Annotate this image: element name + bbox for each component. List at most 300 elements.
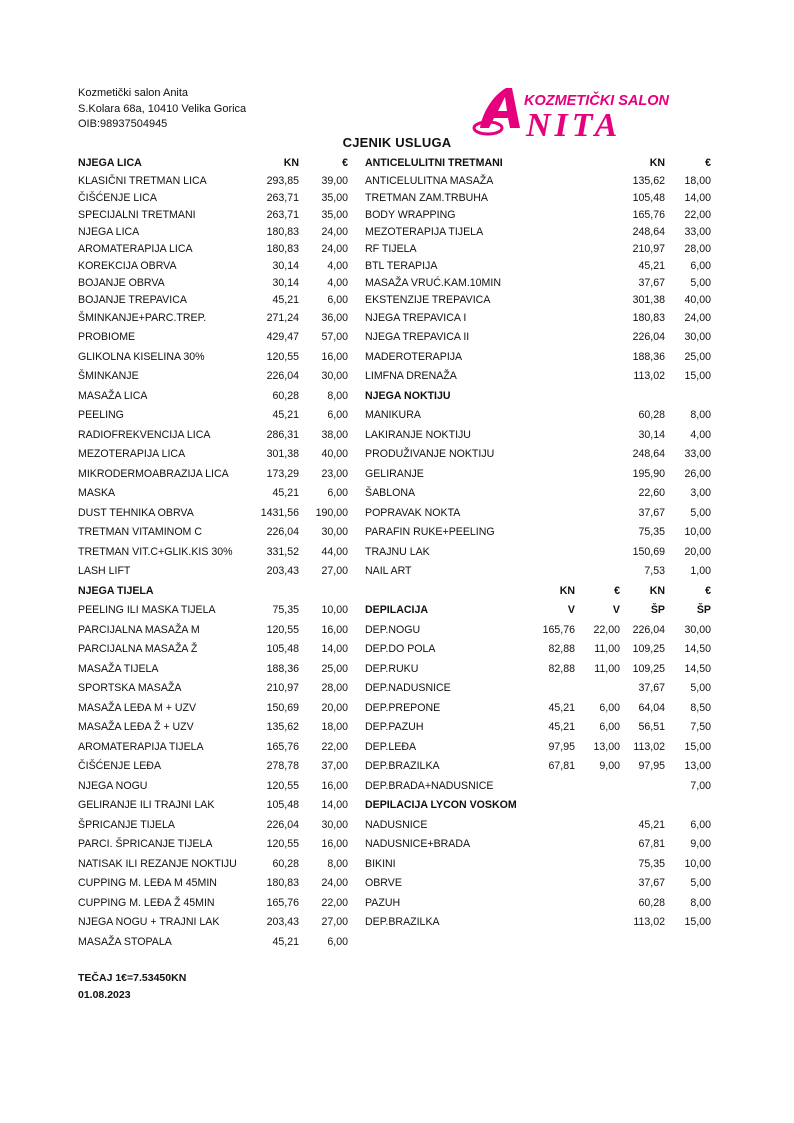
price-row: [365, 292, 711, 309]
price-row: [78, 739, 348, 756]
price-eur: 8,50: [690, 702, 711, 714]
price-row: [78, 258, 348, 275]
price-row: [78, 524, 348, 541]
price-eur-v: 13,00: [593, 741, 620, 753]
service-name: DEP.BRADA+NADUSNICE: [365, 780, 494, 792]
price-kn: 75,35: [638, 526, 665, 538]
service-name: PRODUŽIVANJE NOKTIJU: [365, 448, 495, 460]
salon-oib: OIB:98937504945: [78, 118, 168, 130]
price-kn: 37,67: [638, 507, 665, 519]
price-row: [78, 427, 348, 444]
price-kn: 226,04: [632, 624, 665, 636]
section-header: [365, 388, 711, 405]
logo-top-text: KOZMETIČKI SALON: [524, 93, 669, 109]
price-eur: €: [342, 157, 348, 169]
price-kn-v: 82,88: [548, 643, 575, 655]
price-eur: 35,00: [321, 209, 348, 221]
price-eur-v: 6,00: [599, 721, 620, 733]
service-name: NJEGA LICA: [78, 226, 140, 238]
service-name: ČIŠĆENJE LEĐA: [78, 760, 162, 772]
price-eur-v: V: [612, 604, 620, 616]
price-eur: 190,00: [315, 507, 348, 519]
price-kn-v: 97,95: [548, 741, 575, 753]
price-eur: 38,00: [321, 429, 348, 441]
price-kn: 120,55: [266, 838, 299, 850]
price-row: [365, 427, 711, 444]
service-name: PEELING: [78, 409, 124, 421]
price-eur: 36,00: [321, 312, 348, 324]
service-name: BIKINI: [365, 858, 396, 870]
price-eur: 9,00: [690, 838, 711, 850]
price-row: [365, 190, 711, 207]
price-kn: 113,02: [633, 370, 665, 382]
price-kn: 37,67: [638, 682, 665, 694]
service-name: NJEGA NOGU: [78, 780, 148, 792]
price-kn: 75,35: [272, 604, 299, 616]
price-kn-v: KN: [559, 585, 575, 597]
price-eur: 10,00: [684, 526, 711, 538]
price-row: [78, 275, 348, 292]
service-name: SPECIJALNI TRETMANI: [78, 209, 196, 221]
price-row: [365, 544, 711, 561]
price-eur: 4,00: [327, 260, 348, 272]
price-kn: 331,52: [266, 546, 299, 558]
price-eur: 5,00: [690, 507, 711, 519]
service-name: NJEGA LICA: [78, 157, 142, 169]
price-kn: 429,47: [266, 331, 299, 343]
price-eur: 20,00: [321, 702, 348, 714]
service-name: DEPILACIJA: [365, 604, 428, 616]
price-eur: 30,00: [684, 624, 711, 636]
price-row: [365, 758, 711, 775]
price-eur: 6,00: [690, 819, 711, 831]
price-kn: 180,83: [266, 243, 299, 255]
price-kn: 64,04: [638, 702, 665, 714]
price-kn: 165,76: [266, 897, 299, 909]
price-eur: 27,00: [321, 916, 348, 928]
price-eur: 26,00: [684, 468, 711, 480]
salon-name: Kozmetički salon Anita: [78, 87, 189, 99]
price-kn-v: 45,21: [548, 721, 575, 733]
price-kn-v: 82,88: [548, 663, 575, 675]
price-row: [365, 207, 711, 224]
service-name: EKSTENZIJE TREPAVICA: [365, 294, 491, 306]
price-kn: 188,36: [266, 663, 299, 675]
price-kn: 30,14: [272, 260, 299, 272]
price-row: [78, 719, 348, 736]
price-kn: 286,31: [266, 429, 299, 441]
service-name: CUPPING M. LEĐA Ž 45MIN: [78, 897, 215, 909]
service-name: SPORTSKA MASAŽA: [78, 682, 182, 694]
service-name: AROMATERAPIJA LICA: [78, 243, 193, 255]
price-kn: 271,24: [266, 312, 299, 324]
service-name: LASH LIFT: [78, 565, 131, 577]
service-name: ANTICELULITNI TRETMANI: [365, 157, 503, 169]
price-eur: 16,00: [321, 351, 348, 363]
price-kn: 97,95: [638, 760, 665, 772]
price-eur: 20,00: [684, 546, 711, 558]
price-row: [78, 758, 348, 775]
service-name: NJEGA TREPAVICA I: [365, 312, 467, 324]
price-kn: 37,67: [638, 877, 665, 889]
price-eur: 10,00: [321, 604, 348, 616]
price-kn: 45,21: [272, 294, 299, 306]
price-eur: 14,00: [321, 799, 348, 811]
service-name: PARCIJALNA MASAŽA M: [78, 624, 200, 636]
service-name: DEP.NADUSNICE: [365, 682, 451, 694]
price-kn: 60,28: [638, 897, 665, 909]
price-eur: 25,00: [321, 663, 348, 675]
exchange-rate: TEČAJ 1€=7.53450KN: [78, 972, 187, 984]
service-name: MASAŽA LEĐA M + UZV: [78, 702, 197, 714]
price-eur: 44,00: [321, 546, 348, 558]
service-name: MANIKURA: [365, 409, 421, 421]
price-kn: 165,76: [266, 741, 299, 753]
service-name: GELIRANJE: [365, 468, 424, 480]
service-name: DUST TEHNIKA OBRVA: [78, 507, 194, 519]
service-name: NATISAK ILI REZANJE NOKTIJU: [78, 858, 237, 870]
price-eur-v: 9,00: [599, 760, 620, 772]
price-eur: 16,00: [321, 838, 348, 850]
price-kn: 293,85: [266, 175, 299, 187]
service-name: ŠMINKANJE+PARC.TREP.: [78, 312, 207, 324]
price-row: [78, 641, 348, 658]
service-name: KLASIČNI TRETMAN LICA: [78, 175, 207, 187]
price-row: [365, 739, 711, 756]
price-kn: 56,51: [638, 721, 665, 733]
price-kn: 45,21: [272, 487, 299, 499]
price-eur: 15,00: [684, 370, 711, 382]
section-header: [365, 155, 711, 172]
price-eur: 6,00: [327, 294, 348, 306]
price-row: [78, 778, 348, 795]
service-name: NADUSNICE: [365, 819, 428, 831]
price-kn: 180,83: [266, 226, 299, 238]
service-name: DEP.NOGU: [365, 624, 421, 636]
price-row: [365, 719, 711, 736]
price-row: [365, 563, 711, 580]
price-row: [78, 661, 348, 678]
price-eur: 37,00: [321, 760, 348, 772]
service-name: DEP.PREPONE: [365, 702, 441, 714]
price-kn: 203,43: [266, 916, 299, 928]
service-name: NAIL ART: [365, 565, 412, 577]
price-eur: 8,00: [690, 897, 711, 909]
price-kn: 105,48: [266, 799, 299, 811]
price-kn-v: 45,21: [548, 702, 575, 714]
price-row: [78, 368, 348, 385]
service-name: DEPILACIJA LYCON VOSKOM: [365, 799, 517, 811]
price-eur: 28,00: [321, 682, 348, 694]
price-kn: 37,67: [638, 277, 665, 289]
price-row: [78, 349, 348, 366]
service-name: OBRVE: [365, 877, 402, 889]
price-kn: 75,35: [638, 858, 665, 870]
price-kn: 301,38: [632, 294, 665, 306]
price-row: [78, 466, 348, 483]
price-eur: ŠP: [696, 604, 711, 616]
price-kn: 109,25: [632, 643, 665, 655]
service-name: MASAŽA STOPALA: [78, 936, 172, 948]
price-row: [365, 310, 711, 327]
price-eur: 24,00: [321, 226, 348, 238]
price-eur: 27,00: [321, 565, 348, 577]
price-eur: 23,00: [321, 468, 348, 480]
price-row: [78, 680, 348, 697]
price-eur: 14,50: [684, 663, 711, 675]
service-name: DEP.PAZUH: [365, 721, 424, 733]
price-eur: 6,00: [690, 260, 711, 272]
price-row: [78, 505, 348, 522]
price-row: [365, 446, 711, 463]
price-row: [78, 797, 348, 814]
salon-logo: [472, 84, 706, 142]
price-row: [78, 485, 348, 502]
price-eur: 28,00: [684, 243, 711, 255]
price-eur: 57,00: [321, 331, 348, 343]
price-row: [78, 446, 348, 463]
price-kn: 45,21: [272, 936, 299, 948]
service-name: BODY WRAPPING: [365, 209, 456, 221]
price-list-date: 01.08.2023: [78, 989, 131, 1001]
price-eur-v: €: [614, 585, 620, 597]
price-row: [365, 329, 711, 346]
price-eur: 24,00: [321, 877, 348, 889]
service-name: DEP.BRAZILKA: [365, 760, 440, 772]
price-row: [365, 349, 711, 366]
price-row: [365, 275, 711, 292]
price-row: [78, 292, 348, 309]
price-row: [78, 407, 348, 424]
price-kn: 7,53: [644, 565, 665, 577]
service-name: TRETMAN VIT.C+GLIK.KIS 30%: [78, 546, 233, 558]
price-kn: 135,62: [266, 721, 299, 733]
price-kn: 22,60: [638, 487, 665, 499]
price-kn: 278,78: [266, 760, 299, 772]
section-header: [365, 583, 711, 600]
price-kn: 210,97: [266, 682, 299, 694]
service-name: CUPPING M. LEĐA M 45MIN: [78, 877, 217, 889]
service-name: MASKA: [78, 487, 116, 499]
price-eur: 14,00: [684, 192, 711, 204]
service-name: TRAJNU LAK: [365, 546, 430, 558]
price-kn: 226,04: [632, 331, 665, 343]
price-row: [78, 817, 348, 834]
section-header: [365, 797, 711, 814]
price-eur: 24,00: [684, 312, 711, 324]
price-row: [365, 895, 711, 912]
price-row: [78, 875, 348, 892]
service-name: DEP.BRAZILKA: [365, 916, 440, 928]
price-row: [78, 190, 348, 207]
price-kn: 226,04: [266, 819, 299, 831]
price-eur: 18,00: [321, 721, 348, 733]
service-name: TRETMAN ZAM.TRBUHA: [365, 192, 489, 204]
price-eur: 30,00: [321, 819, 348, 831]
price-row: [78, 563, 348, 580]
price-kn: 188,36: [632, 351, 665, 363]
price-row: [78, 856, 348, 873]
price-eur: 30,00: [321, 526, 348, 538]
service-name: MASAŽA VRUĆ.KAM.10MIN: [365, 277, 501, 289]
price-row: [78, 224, 348, 241]
price-row: [78, 241, 348, 258]
price-eur: 33,00: [684, 226, 711, 238]
price-kn: 135,62: [632, 175, 665, 187]
price-eur: 30,00: [684, 331, 711, 343]
price-kn: 60,28: [638, 409, 665, 421]
price-row: [365, 641, 711, 658]
price-row: [78, 602, 348, 619]
price-kn: 113,02: [633, 916, 665, 928]
price-eur: 22,00: [321, 741, 348, 753]
price-kn: 180,83: [632, 312, 665, 324]
price-kn: 180,83: [266, 877, 299, 889]
service-name: LAKIRANJE NOKTIJU: [365, 429, 471, 441]
price-eur: 22,00: [321, 897, 348, 909]
price-row: [365, 407, 711, 424]
service-name: MASAŽA LICA: [78, 390, 148, 402]
price-kn: 248,64: [632, 448, 665, 460]
price-kn: KN: [649, 157, 665, 169]
service-name: NJEGA TREPAVICA II: [365, 331, 470, 343]
price-kn: 105,48: [266, 643, 299, 655]
section-header: [78, 155, 348, 172]
price-eur: 22,00: [684, 209, 711, 221]
price-row: [78, 207, 348, 224]
price-row: [365, 700, 711, 717]
service-name: PEELING ILI MASKA TIJELA: [78, 604, 216, 616]
service-name: DEP.RUKU: [365, 663, 419, 675]
price-kn: 120,55: [266, 351, 299, 363]
service-name: BTL TERAPIJA: [365, 260, 438, 272]
price-kn: 150,69: [632, 546, 665, 558]
service-name: MEZOTERAPIJA LICA: [78, 448, 186, 460]
page-title: CJENIK USLUGA: [342, 135, 452, 150]
price-eur: 40,00: [684, 294, 711, 306]
price-eur: €: [705, 585, 711, 597]
price-row: [365, 836, 711, 853]
service-name: GELIRANJE ILI TRAJNI LAK: [78, 799, 215, 811]
service-name: MEZOTERAPIJA TIJELA: [365, 226, 484, 238]
price-eur: 4,00: [327, 277, 348, 289]
price-kn: ŠP: [650, 604, 665, 616]
service-name: MASAŽA LEĐA Ž + UZV: [78, 721, 194, 733]
service-name: AROMATERAPIJA TIJELA: [78, 741, 204, 753]
price-eur-v: 11,00: [594, 643, 620, 655]
price-eur: 14,00: [321, 643, 348, 655]
price-kn: 120,55: [266, 624, 299, 636]
price-eur: 5,00: [690, 877, 711, 889]
price-kn: 226,04: [266, 370, 299, 382]
price-kn: 226,04: [266, 526, 299, 538]
price-eur: 4,00: [690, 429, 711, 441]
service-name: POPRAVAK NOKTA: [365, 507, 461, 519]
price-eur: 35,00: [321, 192, 348, 204]
price-kn: 203,43: [266, 565, 299, 577]
price-eur: 8,00: [327, 390, 348, 402]
price-kn-v: 165,76: [542, 624, 575, 636]
service-name: RADIOFREKVENCIJA LICA: [78, 429, 211, 441]
price-row: [365, 241, 711, 258]
price-kn: 105,48: [632, 192, 665, 204]
service-name: MIKRODERMOABRAZIJA LICA: [78, 468, 229, 480]
price-row: [365, 466, 711, 483]
price-eur: 13,00: [684, 760, 711, 772]
price-row: [365, 485, 711, 502]
section-header: [78, 583, 348, 600]
price-eur: 39,00: [321, 175, 348, 187]
service-name: NJEGA TIJELA: [78, 585, 154, 597]
service-name: MASAŽA TIJELA: [78, 663, 159, 675]
price-row: [365, 914, 711, 931]
price-eur: 5,00: [690, 682, 711, 694]
service-name: ŠPRICANJE TIJELA: [78, 819, 175, 831]
price-row: [78, 173, 348, 190]
price-kn: 248,64: [632, 226, 665, 238]
service-name: DEP.LEĐA: [365, 741, 417, 753]
price-kn: 113,02: [633, 741, 665, 753]
footer: [78, 970, 186, 1004]
service-name: PROBIOME: [78, 331, 136, 343]
price-row: [365, 875, 711, 892]
price-kn: 60,28: [272, 858, 299, 870]
service-name: PARAFIN RUKE+PEELING: [365, 526, 495, 538]
service-name: NADUSNICE+BRADA: [365, 838, 471, 850]
price-kn: KN: [649, 585, 665, 597]
price-eur: 6,00: [327, 936, 348, 948]
price-kn: 173,29: [266, 468, 299, 480]
price-kn: 30,14: [272, 277, 299, 289]
price-kn-v: V: [567, 604, 575, 616]
price-eur: 30,00: [321, 370, 348, 382]
service-name: NJEGA NOKTIJU: [365, 390, 451, 402]
price-eur: 1,00: [690, 565, 711, 577]
price-eur: 24,00: [321, 243, 348, 255]
service-name: DEP.DO POLA: [365, 643, 436, 655]
price-row: [78, 329, 348, 346]
price-eur: 40,00: [321, 448, 348, 460]
price-kn: 1431,56: [260, 507, 299, 519]
section-header: [365, 602, 711, 619]
price-row: [365, 778, 711, 795]
price-row: [78, 895, 348, 912]
price-kn: 195,90: [632, 468, 665, 480]
price-eur: 7,00: [690, 780, 711, 792]
price-kn: KN: [283, 157, 299, 169]
price-row: [365, 661, 711, 678]
service-name: ČIŠĆENJE LICA: [78, 192, 157, 204]
service-name: ŠMINKANJE: [78, 370, 139, 382]
service-name: PARCIJALNA MASAŽA Ž: [78, 643, 198, 655]
price-eur-v: 22,00: [593, 624, 620, 636]
price-kn: 120,55: [266, 780, 299, 792]
price-kn: 45,21: [272, 409, 299, 421]
price-eur: 5,00: [690, 277, 711, 289]
price-row: [365, 524, 711, 541]
price-row: [78, 388, 348, 405]
price-kn: 45,21: [638, 819, 665, 831]
service-name: GLIKOLNA KISELINA 30%: [78, 351, 205, 363]
price-kn-v: 67,81: [548, 760, 575, 772]
price-row: [365, 505, 711, 522]
price-kn: 45,21: [638, 260, 665, 272]
service-name: MADEROTERAPIJA: [365, 351, 463, 363]
price-eur: 8,00: [690, 409, 711, 421]
price-row: [365, 856, 711, 873]
price-row: [365, 368, 711, 385]
price-row: [365, 258, 711, 275]
